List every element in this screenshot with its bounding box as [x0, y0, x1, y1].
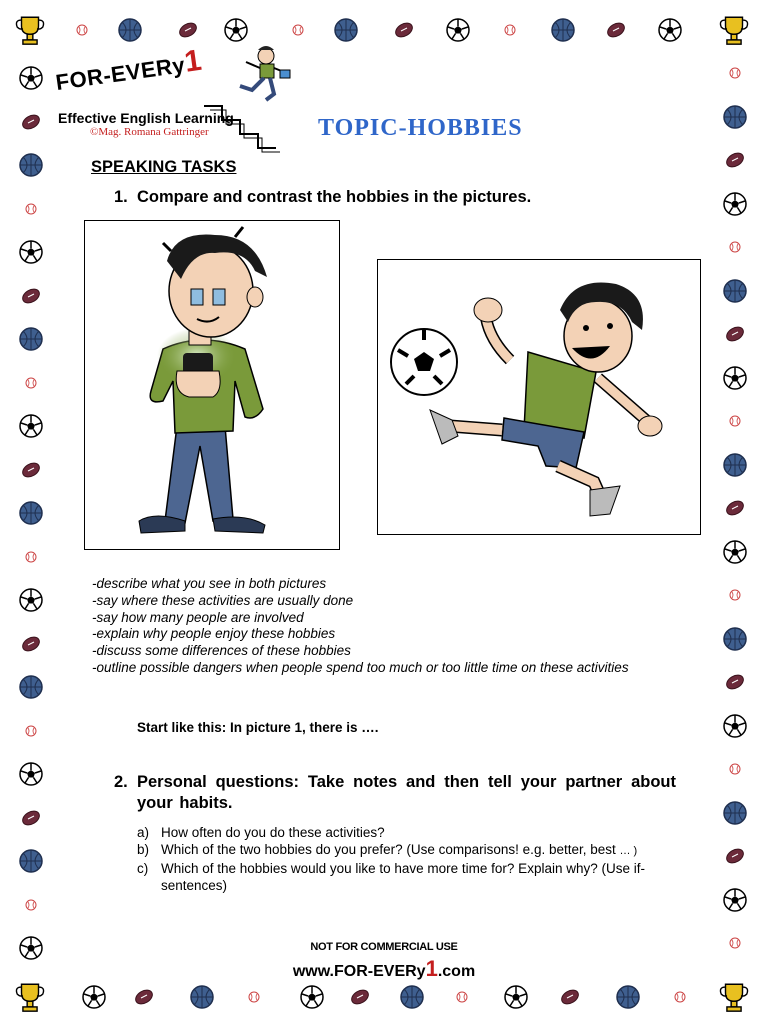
soccer-ball-icon — [723, 888, 747, 912]
basketball-icon — [19, 675, 43, 699]
task-1-heading: 1. Compare and contrast the hobbies in the pictures. — [114, 188, 532, 206]
basketball-icon — [334, 18, 358, 42]
logo-subtitle: Effective English Learning — [58, 110, 234, 126]
list-item: -say how many people are involved — [92, 609, 304, 625]
list-item: -outline possible dangers when people spend too much or too little time on these activities — [92, 659, 629, 675]
football-icon — [392, 18, 416, 42]
basketball-icon — [400, 985, 424, 1009]
boy-with-phone-illustration — [85, 221, 339, 549]
running-kid-icon — [216, 44, 296, 114]
baseball-icon — [498, 18, 522, 42]
soccer-ball-icon — [446, 18, 470, 42]
soccer-ball-icon — [19, 240, 43, 264]
soccer-ball-icon — [19, 762, 43, 786]
section-title: SPEAKING TASKS — [91, 158, 237, 176]
soccer-ball-icon — [391, 329, 457, 395]
football-icon — [604, 18, 628, 42]
baseball-icon — [723, 409, 747, 433]
basketball-icon — [723, 627, 747, 651]
soccer-ball-icon — [19, 588, 43, 612]
soccer-ball-icon — [504, 985, 528, 1009]
footer-url[interactable]: www.FOR-EVERy1.com — [292, 956, 476, 981]
football-icon — [723, 322, 747, 346]
football-icon — [723, 148, 747, 172]
basketball-icon — [190, 985, 214, 1009]
task-2-heading: 2. Personal questions: Take notes and then tell your partner about your habits. — [114, 773, 676, 812]
list-item: -explain why people enjoy these hobbies — [92, 626, 336, 642]
soccer-ball-icon — [224, 18, 248, 42]
baseball-icon — [723, 235, 747, 259]
basketball-icon — [19, 501, 43, 525]
baseball-icon — [19, 197, 43, 221]
list-item: b) Which of the two hobbies do you prefer? (Use comparisons! e.g. better, best … ) — [137, 842, 638, 857]
basketball-icon — [723, 453, 747, 477]
football-icon — [723, 496, 747, 520]
baseball-icon — [242, 985, 266, 1009]
baseball-icon — [723, 583, 747, 607]
instruction-list — [92, 576, 682, 677]
football-icon — [558, 985, 582, 1009]
soccer-ball-icon — [723, 540, 747, 564]
soccer-ball-icon — [723, 366, 747, 390]
soccer-ball-icon — [19, 66, 43, 90]
list-item: c) Which of the hobbies would you like to have more time for? Explain why? (Use if-sentences) — [137, 861, 645, 893]
list-item: a) How often do you do these activities? — [137, 825, 385, 840]
basketball-icon — [19, 153, 43, 177]
trophy-icon — [13, 13, 47, 47]
football-icon — [19, 284, 43, 308]
football-icon — [723, 844, 747, 868]
baseball-icon — [286, 18, 310, 42]
start-hint: Start like this: In picture 1, there is …. — [137, 720, 379, 735]
basketball-icon — [723, 801, 747, 825]
baseball-icon — [19, 371, 43, 395]
question-list — [137, 824, 677, 894]
soccer-ball-icon — [19, 414, 43, 438]
basketball-icon — [19, 327, 43, 351]
soccer-ball-icon — [723, 714, 747, 738]
trophy-icon — [717, 980, 751, 1014]
football-icon — [19, 458, 43, 482]
football-icon — [19, 632, 43, 656]
list-item: -describe what you see in both pictures — [92, 576, 327, 591]
soccer-ball-icon — [723, 192, 747, 216]
logo-title: FOR-EVERy1 — [54, 43, 205, 96]
baseball-icon — [723, 61, 747, 85]
baseball-icon — [668, 985, 692, 1009]
picture-2 — [377, 259, 701, 535]
football-icon — [348, 985, 372, 1009]
baseball-icon — [19, 545, 43, 569]
page-title: TOPIC-HOBBIES — [318, 115, 523, 141]
footer-notice: NOT FOR COMMERCIAL USE — [310, 941, 458, 953]
football-icon — [19, 806, 43, 830]
football-icon — [132, 985, 156, 1009]
football-icon — [723, 670, 747, 694]
trophy-icon — [13, 980, 47, 1014]
basketball-icon — [723, 279, 747, 303]
list-item: -say where these activities are usually done — [92, 592, 354, 608]
soccer-ball-icon — [300, 985, 324, 1009]
basketball-icon — [118, 18, 142, 42]
picture-1 — [84, 220, 340, 550]
logo-copyright: ©Mag. Romana Gattringer — [90, 126, 209, 138]
football-icon — [176, 18, 200, 42]
boy-kicking-football-illustration — [378, 260, 700, 534]
football-icon — [19, 110, 43, 134]
basketball-icon — [616, 985, 640, 1009]
soccer-ball-icon — [82, 985, 106, 1009]
trophy-icon — [717, 13, 751, 47]
logo — [54, 43, 296, 150]
baseball-icon — [723, 757, 747, 781]
baseball-icon — [70, 18, 94, 42]
baseball-icon — [19, 719, 43, 743]
soccer-ball-icon — [658, 18, 682, 42]
list-item: -discuss some differences of these hobbies — [92, 643, 351, 659]
basketball-icon — [19, 849, 43, 873]
basketball-icon — [551, 18, 575, 42]
baseball-icon — [19, 893, 43, 917]
baseball-icon — [450, 985, 474, 1009]
basketball-icon — [723, 105, 747, 129]
